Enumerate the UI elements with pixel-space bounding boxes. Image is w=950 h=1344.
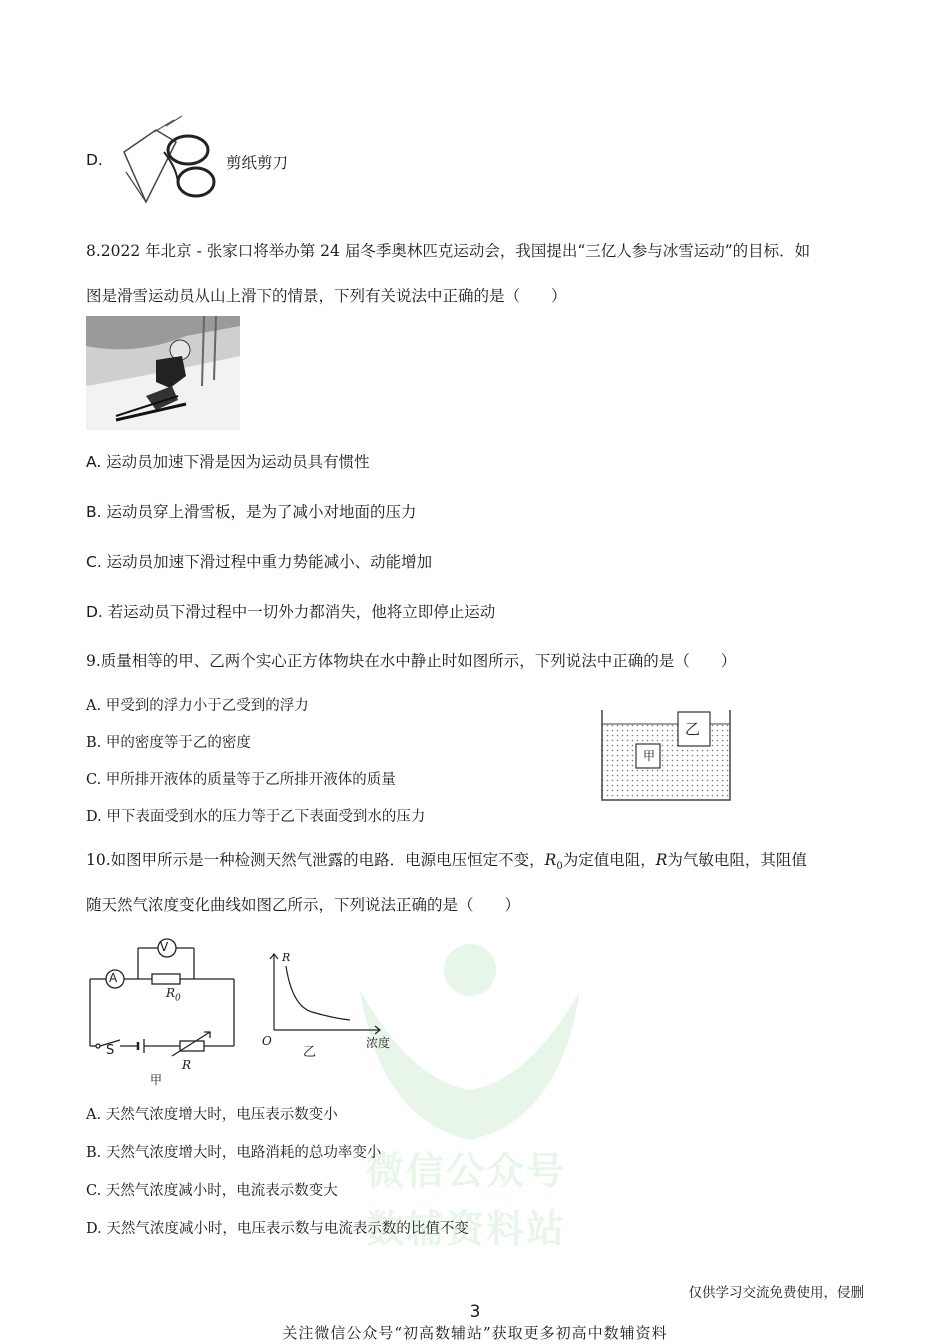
q10-stem-line2: 随天然气浓度变化曲线如图乙所示，下列说法正确的是（ ） [86, 896, 521, 914]
page-number: 3 [469, 1302, 481, 1322]
q10-r0-subscript: 0 [556, 861, 563, 873]
voltmeter-label: V [160, 940, 169, 954]
circuit-r-label: R [182, 1058, 192, 1072]
q8-stem-line1: 8.2022 年北京 - 张家口将举办第 24 届冬季奥林匹克运动会，我国提出“三亿人参与冰雪运动”的目标．如 [86, 242, 811, 260]
q9-option-d: D. 甲下表面受到水的压力等于乙下表面受到水的压力 [86, 809, 426, 825]
skier-photo [86, 316, 240, 430]
q8-option-c: C. 运动员加速下滑过程中重力势能减小、动能增加 [86, 553, 433, 571]
q8-option-a: A. 运动员加速下滑是因为运动员具有惯性 [86, 453, 370, 471]
footer-note: 仅供学习交流免费使用，侵删 [688, 1285, 864, 1301]
q9-option-b: B. 甲的密度等于乙的密度 [86, 735, 251, 751]
scissors-image [116, 112, 224, 212]
q10-stem-part-a: 10.如图甲所示是一种检测天然气泄露的电路．电源电压恒定不变， [86, 851, 545, 869]
ammeter-label: A [109, 971, 118, 985]
q9-water-container [596, 704, 736, 804]
block-yi-label: 乙 [685, 720, 701, 738]
q7-option-d-letter: D. [86, 151, 103, 169]
q9-option-c: C. 甲所排开液体的质量等于乙所排开液体的质量 [86, 772, 396, 788]
q8-option-d: D. 若运动员下滑过程中一切外力都消失，他将立即停止运动 [86, 603, 496, 621]
q9-option-a: A. 甲受到的浮力小于乙受到的浮力 [86, 698, 309, 714]
switch-label: S [106, 1043, 115, 1058]
q8-option-b: B. 运动员穿上滑雪板，是为了减小对地面的压力 [86, 503, 417, 521]
q7-option-d-text: 剪纸剪刀 [226, 154, 289, 172]
graph-y-label: R [282, 951, 291, 964]
q10-r-symbol: R [655, 851, 668, 869]
q9-stem: 9.质量相等的甲、乙两个实心正方体物块在水中静止时如图所示，下列说法中正确的是（ ） [86, 652, 737, 670]
q10-stem-part-c: 为气敏电阻，其阻值 [667, 851, 807, 869]
circuit-caption: 甲 [150, 1073, 163, 1087]
graph-x-label: 浓度 [366, 1036, 391, 1050]
q10-option-b: B. 天然气浓度增大时，电路消耗的总功率变小 [86, 1145, 382, 1161]
q10-r0-symbol: R [544, 851, 557, 869]
watermark-text-2: 数辅资料站 [366, 1207, 567, 1251]
q10-option-c: C. 天然气浓度减小时，电流表示数变大 [86, 1183, 338, 1199]
graph-caption: 乙 [303, 1045, 317, 1060]
q10-option-d: D. 天然气浓度减小时，电压表示数与电流表示数的比值不变 [86, 1221, 469, 1237]
q10-stem-line1 [86, 848, 807, 872]
graph-origin-label: O [262, 1034, 272, 1048]
footer-promo: 关注微信公众号“初高数辅站”获取更多初高中数辅资料 [282, 1324, 668, 1342]
q8-stem-line2: 图是滑雪运动员从山上滑下的情景，下列有关说法中正确的是（ ） [86, 287, 567, 305]
block-jia-label: 甲 [643, 749, 656, 763]
watermark-text-1: 微信公众号 [366, 1149, 567, 1193]
circuit-r0-label: $R_0$ [166, 986, 181, 1004]
q10-stem-part-b: 为定值电阻， [562, 851, 656, 869]
q10-option-a: A. 天然气浓度增大时，电压表示数变小 [86, 1107, 338, 1123]
